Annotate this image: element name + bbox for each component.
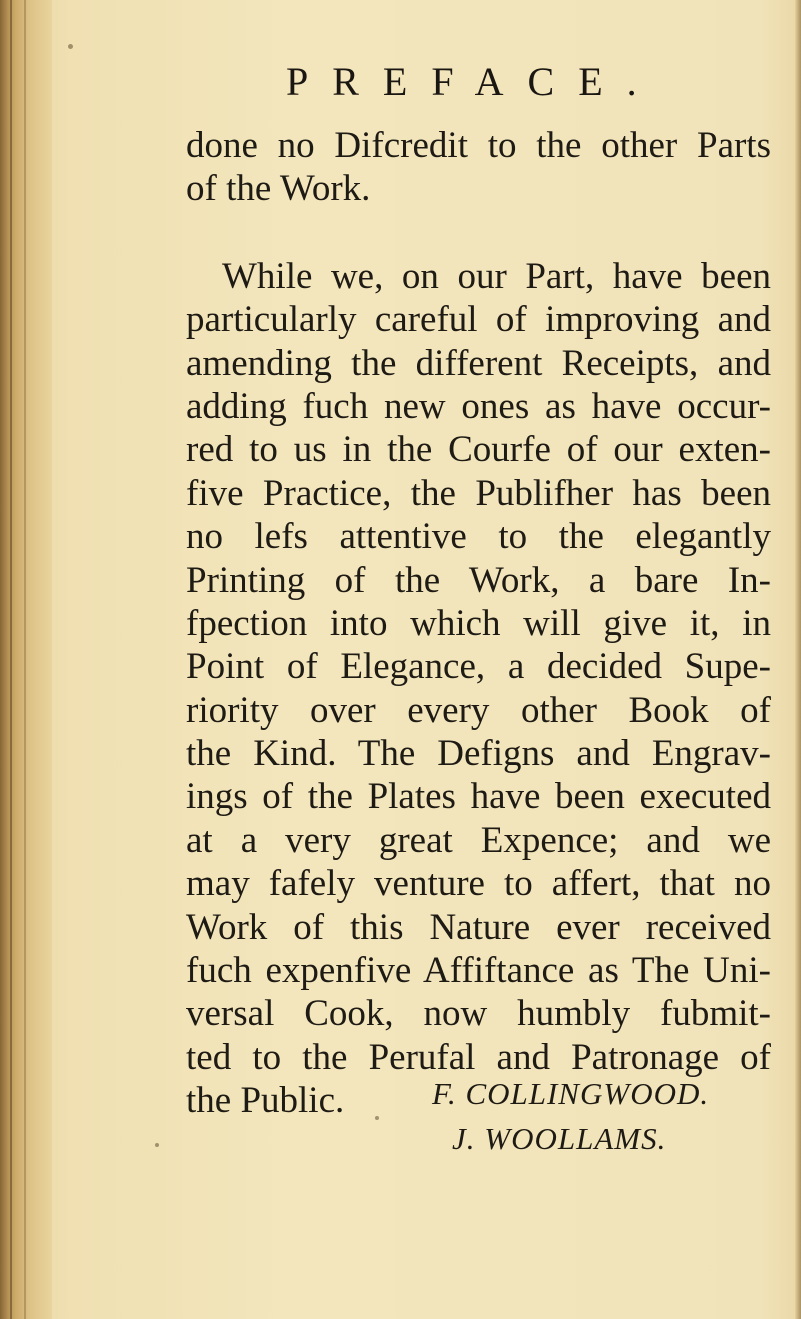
text-line: fpection into which will give it, in bbox=[186, 602, 771, 644]
text-line: ted to the Perufal and Patronage of bbox=[186, 1036, 771, 1078]
text-line: adding fuch new ones as have occur- bbox=[186, 385, 771, 427]
text-line: the Public. bbox=[186, 1080, 345, 1122]
text-line: Printing of the Work, a bare In- bbox=[186, 559, 771, 601]
page-header: PREFACE. bbox=[286, 59, 661, 104]
text-line: While we, on our Part, have been bbox=[222, 255, 771, 297]
text-line: ings of the Plates have been executed bbox=[186, 776, 771, 818]
text-line: riority over every other Book of bbox=[186, 689, 771, 731]
text-line: at a very great Expence; and we bbox=[186, 819, 771, 861]
text-line: may fafely venture to affert, that no bbox=[186, 863, 771, 905]
spine-crease bbox=[10, 0, 12, 1319]
text-line: the Kind. The Defigns and Engrav- bbox=[186, 733, 771, 775]
text-line: done no Difcredit to the other Parts bbox=[186, 125, 771, 166]
text-line: of the Work. bbox=[186, 168, 371, 210]
text-line: fuch expenfive Affiftance as The Uni- bbox=[186, 950, 771, 992]
signature-collingwood: F. COLLINGWOOD. bbox=[432, 1076, 710, 1111]
text-line: no lefs attentive to the elegantly bbox=[186, 516, 771, 558]
paper-speck bbox=[155, 1143, 159, 1147]
preface-text bbox=[186, 124, 771, 1123]
spine-crease bbox=[24, 0, 26, 1319]
text-line: particularly careful of improving and bbox=[186, 299, 771, 341]
text-line: five Practice, the Publifher has been bbox=[186, 472, 771, 514]
text-line: versal Cook, now humbly fubmit- bbox=[186, 993, 771, 1035]
text-line: red to us in the Courfe of our exten- bbox=[186, 429, 771, 471]
text-line: Work of this Nature ever received bbox=[186, 906, 771, 948]
signature-woollams: J. WOOLLAMS. bbox=[452, 1121, 667, 1156]
text-line: amending the different Receipts, and bbox=[186, 342, 771, 384]
page-edge bbox=[795, 0, 801, 1319]
text-line: Point of Elegance, a decided Supe- bbox=[186, 646, 771, 688]
paper-speck bbox=[68, 44, 73, 49]
book-spine-shadow bbox=[0, 0, 52, 1319]
